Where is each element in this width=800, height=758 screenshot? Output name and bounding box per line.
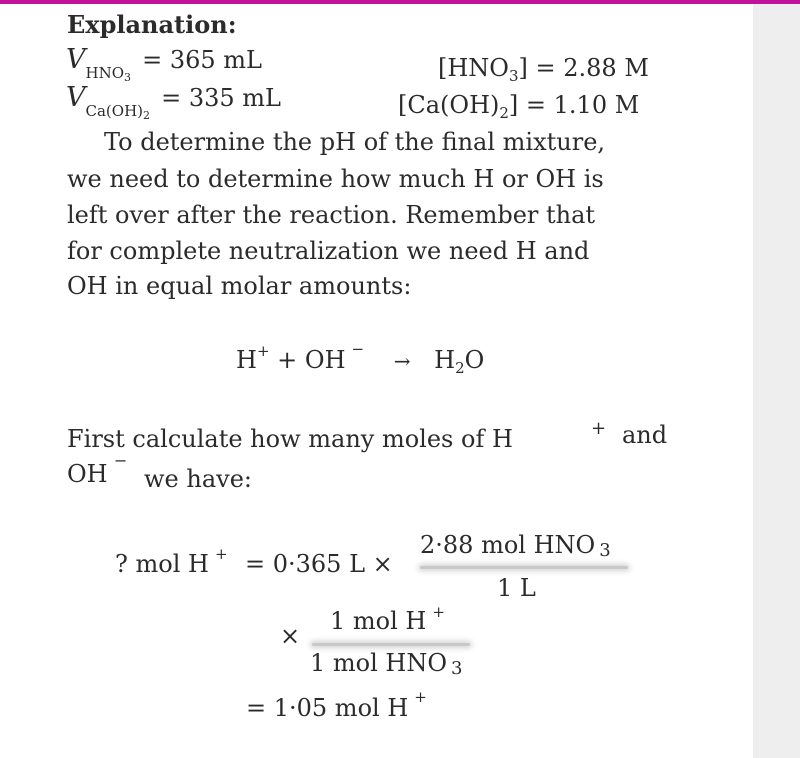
- explanation-heading: Explanation:: [67, 10, 237, 39]
- fraction1-numerator: 2·88 mol HNO 3: [420, 531, 611, 561]
- paragraph-line: for complete neutralization we need H and: [67, 237, 590, 265]
- volume-subscript: $HNO_3$: [85, 64, 132, 84]
- h-charge: +: [591, 418, 607, 439]
- oh-charge: −: [114, 451, 128, 470]
- volume-times: = 0·365 L ×: [245, 550, 393, 578]
- and-word: and: [622, 421, 668, 449]
- paragraph-line: left over after the reaction. Remember that: [67, 201, 596, 229]
- paragraph-line: To determine the pH of the final mixture,: [104, 128, 606, 156]
- neutralization-reaction: H+ + OH $^- \to H_2O$: [236, 340, 485, 377]
- fraction2-denominator: 1 mol HNO 3: [310, 649, 463, 679]
- we-have-text: we have:: [144, 465, 252, 493]
- oh-symbol: OH: [67, 460, 108, 488]
- moles-h-result: = 1·05 mol H +: [246, 688, 427, 722]
- fraction2-bar: [312, 643, 470, 646]
- reaction-arrow: →: [393, 349, 411, 373]
- volume-symbol: V: [66, 44, 86, 75]
- fraction2-numerator: 1 mol H +: [330, 603, 445, 635]
- fraction1-denominator: 1 L: [497, 574, 536, 602]
- volume-value: = 335 mL: [161, 84, 281, 112]
- volume-subscript: $Ca(OH)_2$: [85, 102, 151, 122]
- paragraph-line: we need to determine how much H or OH is: [67, 165, 604, 193]
- fraction1-bar: [420, 566, 628, 569]
- volume-symbol: V: [66, 82, 86, 113]
- volume-caoh2-line: [66, 82, 281, 122]
- concentration-caoh2-line: [Ca(OH)2] = 1.10 M: [398, 91, 640, 122]
- times-symbol: ×: [280, 622, 301, 650]
- volume-value: = 365 mL: [142, 46, 262, 74]
- paragraph-line: OH in equal molar amounts:: [67, 272, 412, 300]
- side-panel: [753, 4, 800, 758]
- concentration-hno3-line: [HNO3] = 2.88 M: [438, 54, 649, 85]
- moles-intro-line: First calculate how many moles of H: [67, 425, 513, 453]
- volume-hno3-line: [66, 44, 262, 84]
- moles-h-lhs: ? mol H +: [115, 545, 228, 578]
